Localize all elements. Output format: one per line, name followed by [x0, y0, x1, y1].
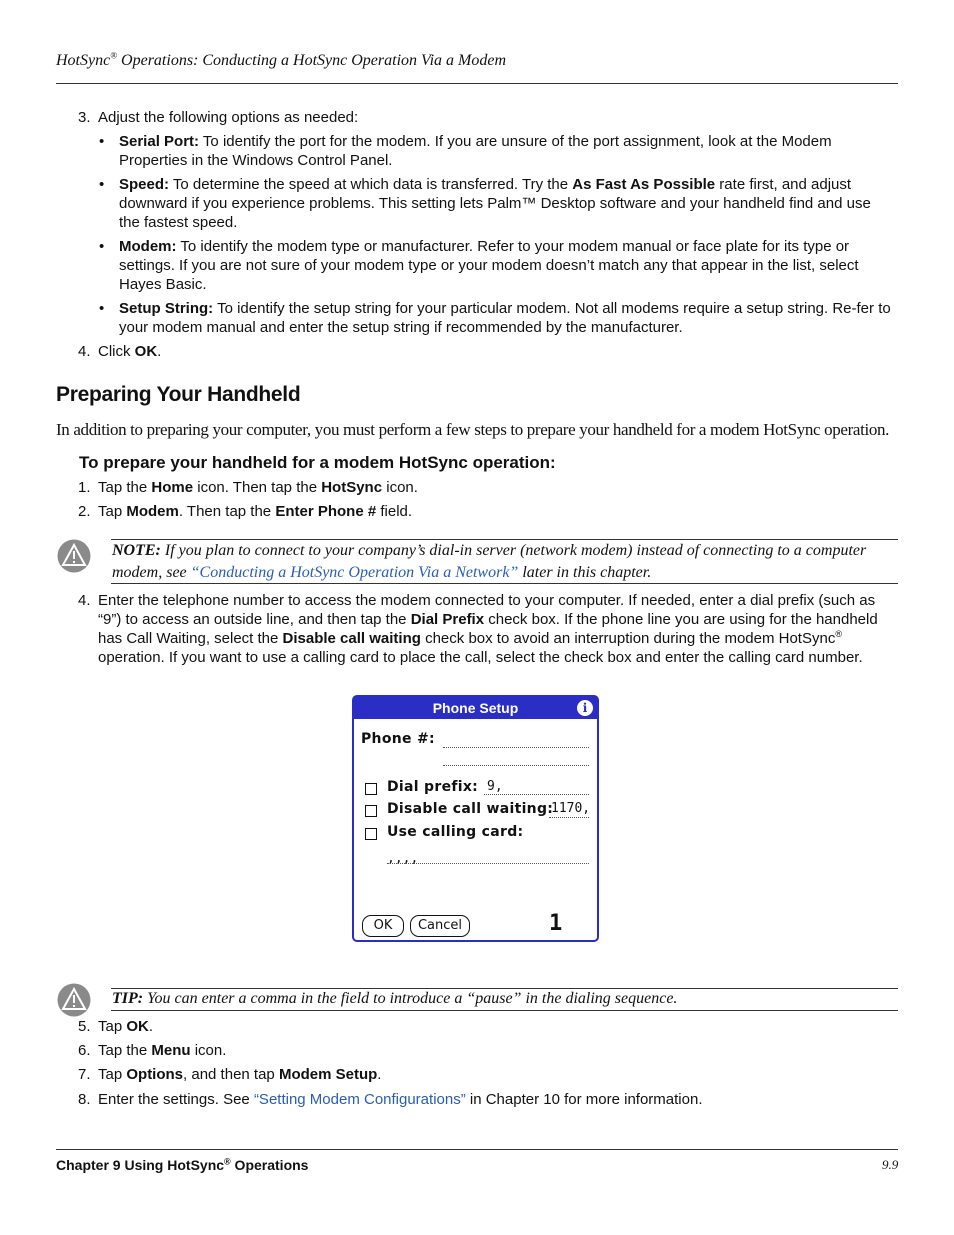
running-header-title-post: Operations: Conducting a HotSync Operation Via a Modem: [117, 52, 507, 69]
note-body: If you plan to connect to your company’s dial-in server (network modem) instead of connecting to a computer modem, see: [112, 542, 867, 581]
step-bold: Dial Prefix: [410, 611, 485, 628]
bullet-text-cont: rate first, and adjust downward if you experience problems. This setting lets Palm™ Desktop software and your handheld find and use the fastest speed.: [119, 176, 871, 231]
step-text: icon. Then tap the: [193, 479, 322, 496]
note-bottom-rule: [111, 583, 898, 584]
running-header-title-pre: HotSync: [56, 52, 111, 69]
step-text: Tap: [98, 1066, 127, 1083]
step-bold: HotSync: [321, 479, 383, 496]
registered-mark: ®: [110, 50, 118, 61]
step-bold: Enter Phone #: [275, 503, 377, 520]
note-label: NOTE:: [112, 542, 161, 559]
footer-chapter: [56, 1157, 308, 1173]
step-bold: Menu: [151, 1042, 191, 1059]
call-waiting-value[interactable]: 1170,: [551, 801, 591, 816]
network-hotsync-link[interactable]: “Conducting a HotSync Operation Via a Network”: [190, 564, 519, 581]
bullet-bold: As Fast As Possible: [572, 176, 716, 193]
step-text: Adjust the following options as needed:: [98, 109, 359, 126]
procedure-heading: To prepare your handheld for a modem HotSync operation:: [79, 453, 556, 472]
step-bold: OK: [126, 1018, 149, 1035]
step-2: [78, 502, 893, 521]
registered-mark: ®: [835, 629, 842, 639]
step-bold: Home: [151, 479, 194, 496]
phone-number-label: Phone #:: [361, 731, 435, 747]
bullet-label: Serial Port:: [119, 133, 200, 150]
bullet-text: To identify the setup string for your particular modem. Not all modems require a setup string. Re-fer to your modem manual and enter the setup string if recommended by the manufacturer.: [119, 300, 891, 336]
step-text: operation. If you want to use a calling card to place the call, select the check box and enter the calling card number.: [98, 649, 863, 666]
bullet-text: To identify the port for the modem. If you are unsure of the port assignment, look at the Modem Properties in the Windows Control Panel.: [119, 133, 832, 169]
bullet-label: Setup String:: [119, 300, 214, 317]
warning-icon: [57, 539, 91, 573]
ok-button[interactable]: OK: [362, 915, 404, 937]
tip-text: [112, 988, 898, 1009]
step-text: .: [377, 1066, 382, 1083]
step-bold: OK: [134, 343, 158, 360]
step-text: .: [148, 1018, 154, 1035]
step-text: Click: [98, 343, 135, 360]
step-3: [78, 108, 893, 127]
bullet-text: To determine the speed at which data is transferred. Try the: [169, 176, 573, 193]
step-text: check box. If the phone line you are using for the handheld has Call Waiting, select the: [98, 611, 878, 647]
disable-call-waiting-checkbox[interactable]: [365, 805, 377, 817]
phone-number-field[interactable]: [443, 747, 589, 748]
step-bold: Disable call waiting: [282, 630, 421, 647]
phone-setup-title-bar: [354, 697, 597, 719]
cancel-button[interactable]: Cancel: [410, 915, 470, 937]
step-number: 2.: [78, 503, 91, 520]
step-text: Tap the: [98, 1042, 152, 1059]
running-header: [56, 52, 506, 70]
step-bold: Options: [126, 1066, 184, 1083]
dial-prefix-field[interactable]: [484, 794, 589, 795]
step-8: [78, 1090, 893, 1109]
bullet-setup-string: [99, 299, 894, 337]
disable-call-waiting-label: Disable call waiting:: [387, 801, 554, 817]
modem-config-link[interactable]: “Setting Modem Configurations”: [253, 1091, 466, 1108]
use-calling-card-label: Use calling card:: [387, 824, 524, 840]
step-5: [78, 1017, 893, 1036]
bullet-marker: •: [99, 300, 105, 317]
step-text: icon.: [382, 479, 418, 496]
section-heading: Preparing Your Handheld: [56, 383, 301, 406]
step-1: [78, 478, 893, 497]
bullet-label: Modem:: [119, 238, 177, 255]
step-number: 8.: [78, 1091, 91, 1108]
step-number: 5.: [78, 1018, 91, 1035]
step-bold: Modem Setup: [278, 1066, 378, 1083]
dial-prefix-value[interactable]: 9,: [487, 779, 503, 794]
footer-rule: [56, 1149, 898, 1150]
footer-chapter-text-end: Operations: [230, 1157, 309, 1173]
call-waiting-field[interactable]: [549, 817, 589, 818]
step-text: Enter the settings. See: [98, 1091, 254, 1108]
step-text: field.: [376, 503, 413, 520]
warning-icon: [57, 983, 91, 1017]
dial-prefix-checkbox[interactable]: [365, 783, 377, 795]
step-text: , and then tap: [183, 1066, 279, 1083]
use-calling-card-checkbox[interactable]: [365, 828, 377, 840]
bullet-label: Speed:: [119, 176, 170, 193]
note-body-end: later in this chapter.: [518, 564, 652, 581]
section-intro: In addition to preparing your computer, you must perform a few steps to prepare your handheld for a modem HotSync operation.: [56, 420, 890, 439]
bullet-speed: [99, 175, 894, 232]
step-number: 6.: [78, 1042, 91, 1059]
phone-setup-title: Phone Setup: [432, 700, 519, 716]
page-number: 9.9: [882, 1157, 899, 1172]
footer-chapter-text: Chapter 9 Using HotSync: [56, 1157, 225, 1173]
step-4-phone: [78, 591, 893, 667]
step-number: 1.: [78, 479, 91, 496]
step-number: 4.: [78, 343, 91, 360]
step-number: 3.: [78, 109, 91, 126]
bullet-serial-port: [99, 132, 894, 170]
phone-number-field-line2[interactable]: [443, 765, 589, 766]
step-number: 7.: [78, 1066, 91, 1083]
step-6: [78, 1041, 893, 1060]
step-text: Tap: [98, 1018, 127, 1035]
step-text: check box to avoid an interruption during the modem HotSync: [420, 630, 836, 647]
step-text-end: in Chapter 10 for more information.: [465, 1091, 703, 1108]
tip-label: TIP:: [112, 990, 144, 1007]
bullet-modem: [99, 237, 894, 294]
note-text: [112, 540, 898, 584]
calling-card-field[interactable]: [387, 863, 589, 864]
phone-setup-screen: [352, 695, 599, 942]
header-rule: [56, 83, 898, 84]
bullet-marker: •: [99, 176, 105, 193]
bullet-marker: •: [99, 238, 105, 255]
step-text: Enter the telephone number to access the modem connected to your computer. If needed, enter a dial prefix (such as “9”) to access an outside line, and then tap the: [98, 592, 876, 628]
info-icon[interactable]: i: [577, 700, 593, 716]
bullet-marker: •: [99, 133, 105, 150]
step-7: [78, 1065, 893, 1084]
step-text: Tap: [98, 503, 127, 520]
step-text: . Then tap the: [178, 503, 276, 520]
step-text: icon.: [190, 1042, 227, 1059]
tip-bottom-rule: [111, 1010, 898, 1011]
calling-card-value[interactable]: ,,,,: [387, 851, 419, 866]
step-bold: Modem: [126, 503, 179, 520]
tip-body: You can enter a comma in the field to introduce a “pause” in the dialing sequence.: [143, 990, 678, 1007]
dial-prefix-label: Dial prefix:: [387, 779, 479, 795]
step-text-end: .: [157, 343, 162, 360]
registered-mark: ®: [224, 1156, 231, 1167]
step-text: Tap the: [98, 479, 152, 496]
bullet-text: To identify the modem type or manufacturer. Refer to your modem manual or face plate for its type or settings. If you are not sure of your modem type or your modem doesn’t match any that appear in the list, select Hayes Basic.: [119, 238, 859, 293]
step-4-click-ok: [78, 342, 893, 361]
step-number: 4.: [78, 592, 91, 609]
graffiti-shift-indicator: 1: [549, 911, 563, 936]
